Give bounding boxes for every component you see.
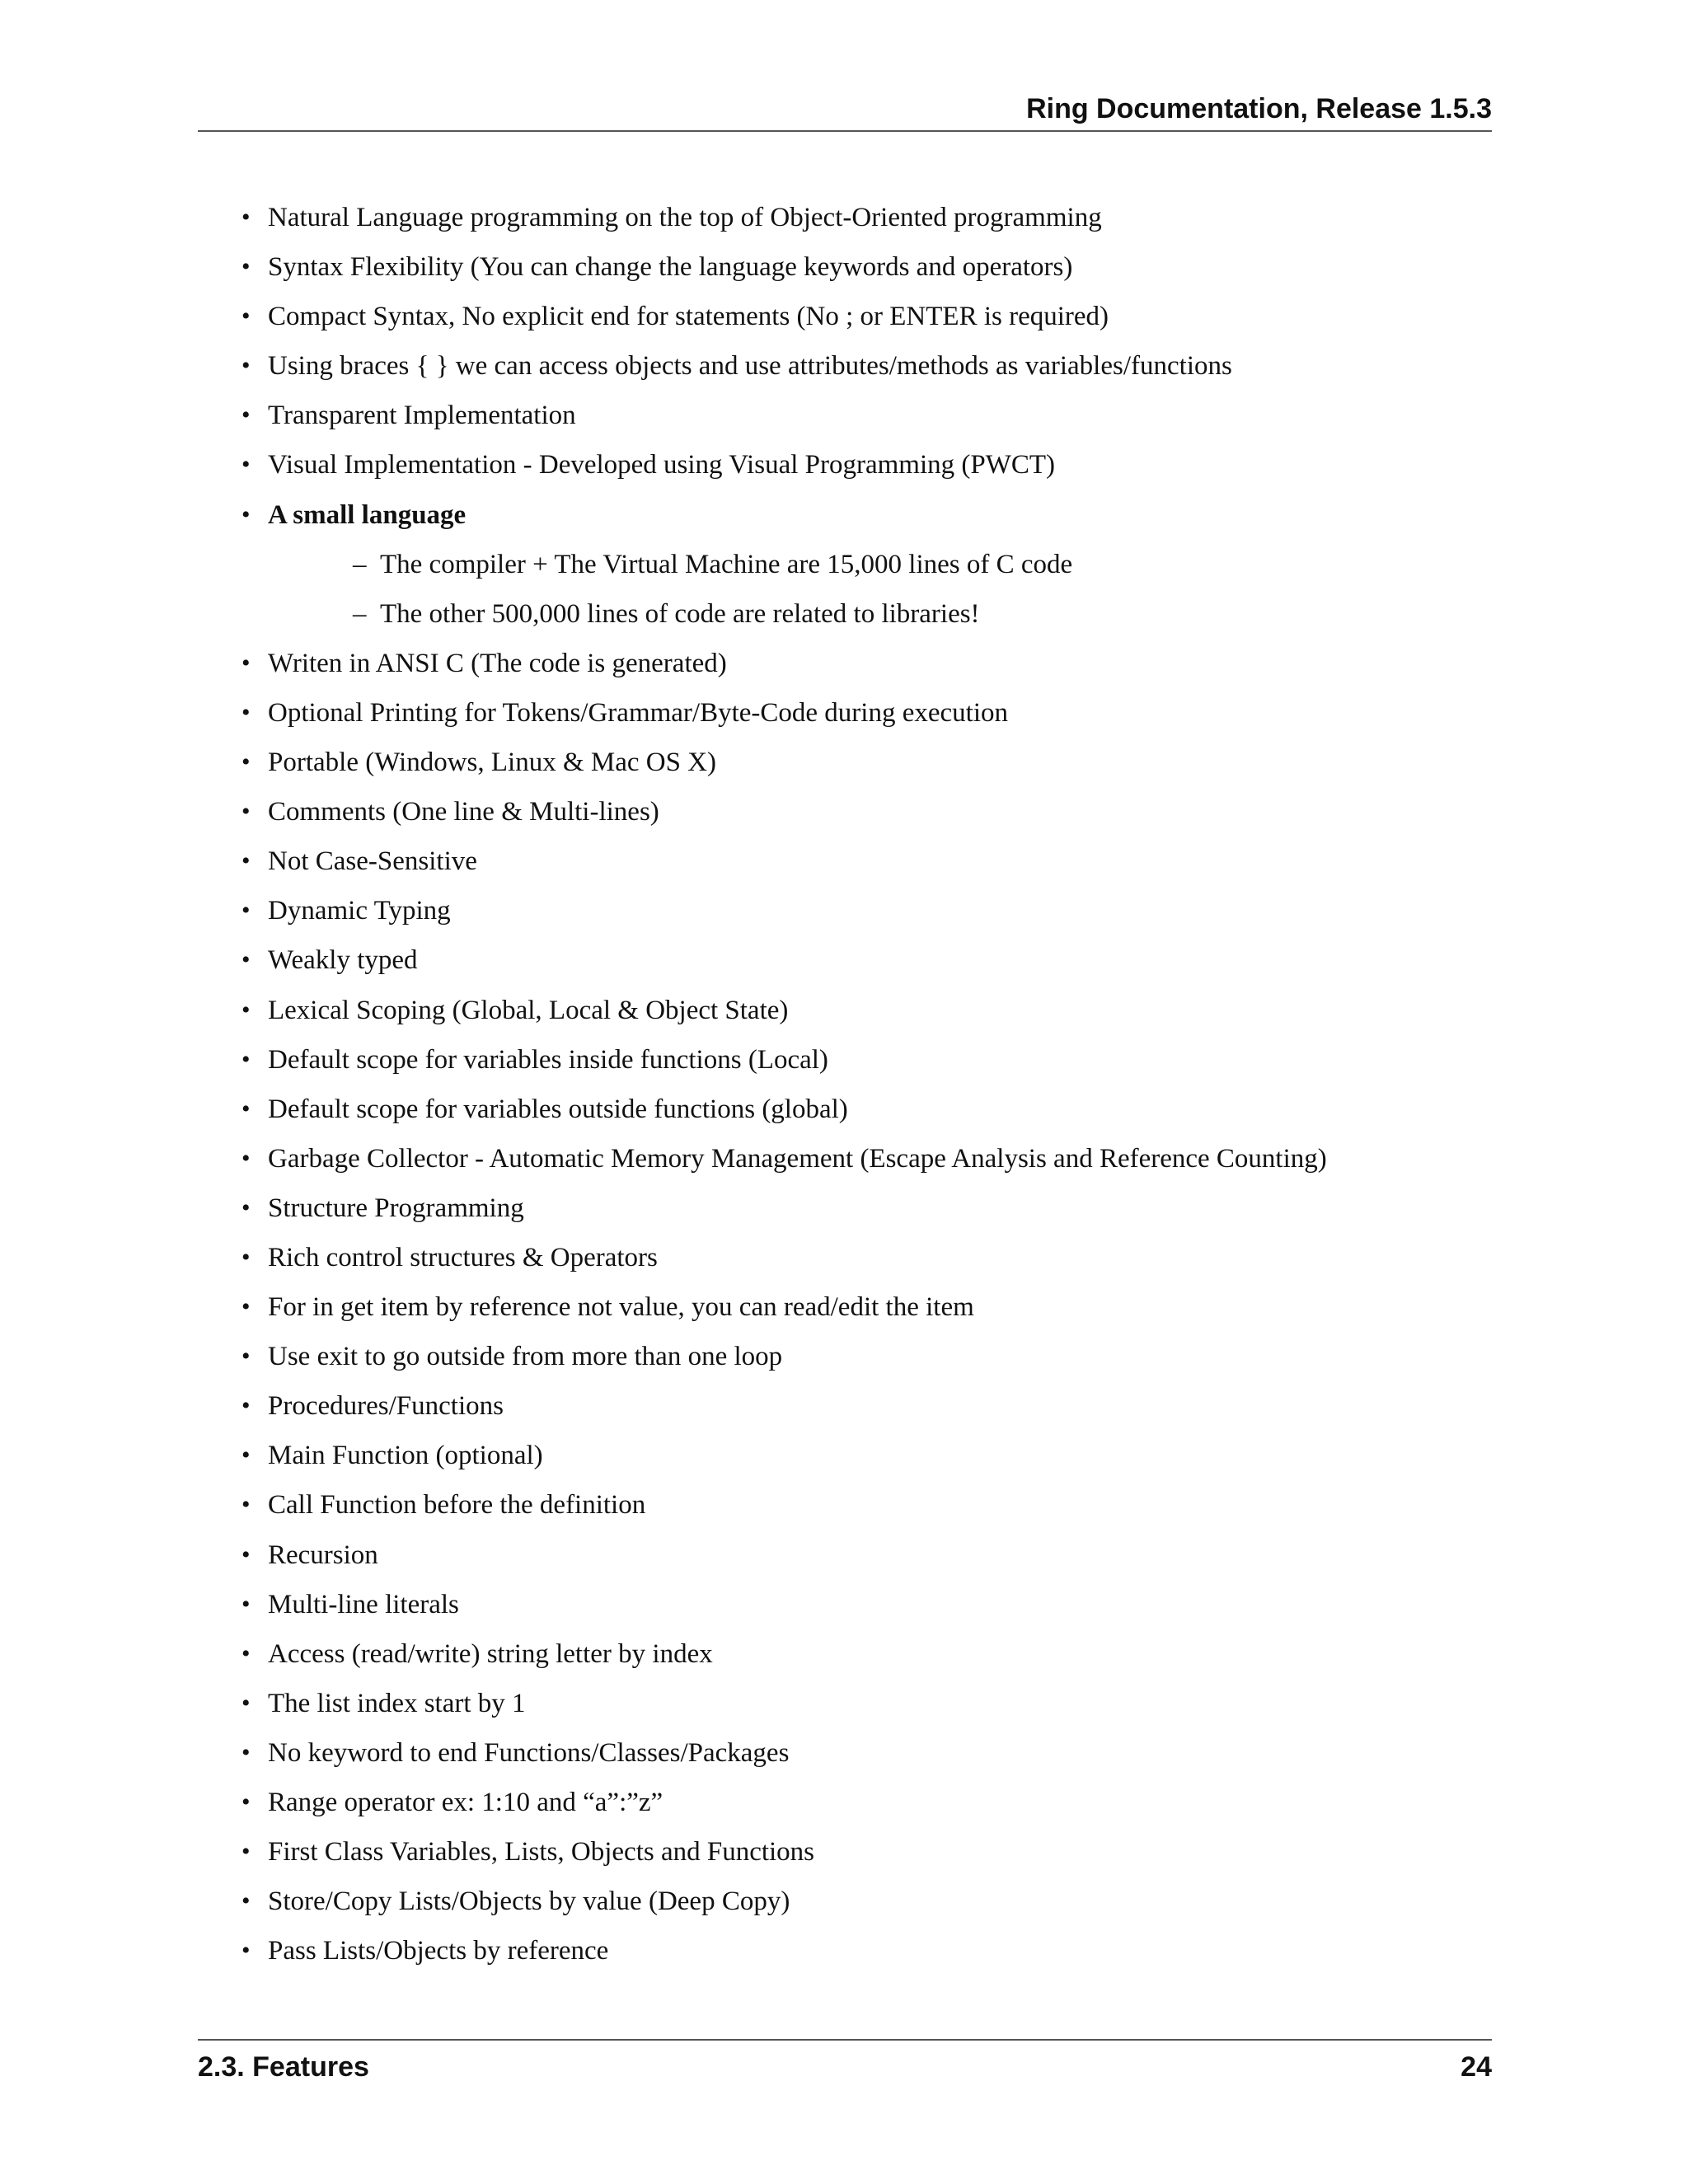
list-item xyxy=(0,1286,1688,1336)
list-item-text: Using braces { } we can access objects and use attributes/methods as variables/functions xyxy=(268,351,1232,382)
list-item-text: Pass Lists/Objects by reference xyxy=(268,1936,609,1966)
list-item xyxy=(0,1633,1688,1683)
bullet-icon: • xyxy=(241,451,251,479)
bullet-icon: • xyxy=(241,1937,251,1965)
document-title: Ring Documentation, Release 1.5.3 xyxy=(1026,93,1492,124)
list-item-text: Range operator ex: 1:10 and “a”:”z” xyxy=(268,1788,663,1817)
list-item-text: Call Function before the definition xyxy=(268,1490,646,1521)
section-title: 2.3. Features xyxy=(198,2051,369,2083)
bullet-icon: • xyxy=(241,1094,251,1122)
list-item-text: Lexical Scoping (Global, Local & Object State) xyxy=(268,995,789,1025)
bullet-icon: • xyxy=(241,1243,251,1271)
page-number: 24 xyxy=(1461,2051,1492,2083)
list-item xyxy=(0,1237,1688,1286)
bullet-icon: • xyxy=(241,1689,251,1717)
list-item xyxy=(0,1535,1688,1584)
list-item-text: First Class Variables, Lists, Objects and Functions xyxy=(268,1837,815,1868)
list-item xyxy=(0,1782,1688,1831)
bullet-icon: • xyxy=(241,1392,251,1420)
bullet-icon: • xyxy=(241,1491,251,1519)
list-item-text: Default scope for variables outside functions (global) xyxy=(268,1094,848,1124)
list-item-text: Not Case-Sensitive xyxy=(268,846,477,877)
bullet-icon: • xyxy=(241,204,251,231)
bullet-icon: • xyxy=(241,500,251,528)
list-item-text: Natural Language programming on the top of Object-Oriented programming xyxy=(268,203,1102,232)
list-item xyxy=(0,296,1688,345)
list-item-text: Compact Syntax, No explicit end for statements (No ; or ENTER is required) xyxy=(268,302,1109,332)
list-item xyxy=(0,1881,1688,1930)
list-item xyxy=(0,1138,1688,1188)
list-item-text: Main Function (optional) xyxy=(268,1441,543,1471)
bullet-icon: • xyxy=(241,1887,251,1915)
list-item xyxy=(0,692,1688,742)
list-item xyxy=(0,1584,1688,1633)
list-item-text: Optional Printing for Tokens/Grammar/Byte-Code during execution xyxy=(268,697,1008,728)
list-item-text: Store/Copy Lists/Objects by value (Deep Copy) xyxy=(268,1886,790,1917)
list-item-text: Dynamic Typing xyxy=(268,896,451,926)
page-header xyxy=(198,89,1492,132)
list-item xyxy=(0,1930,1688,1980)
bullet-icon: • xyxy=(241,698,251,726)
list-item-text: Writen in ANSI C (The code is generated) xyxy=(268,648,727,678)
list-item xyxy=(0,990,1688,1039)
list-item-text: Syntax Flexibility (You can change the language keywords and operators) xyxy=(268,252,1073,283)
list-item-text: Use exit to go outside from more than one loop xyxy=(268,1342,783,1372)
list-item xyxy=(0,791,1688,841)
list-item xyxy=(0,246,1688,296)
list-item-text: The compiler + The Virtual Machine are 15,000 lines of C code xyxy=(380,549,1073,579)
list-item-text: Portable (Windows, Linux & Mac OS X) xyxy=(268,748,717,778)
page-footer xyxy=(198,2039,1492,2090)
list-item xyxy=(0,345,1688,395)
list-item-text: Garbage Collector - Automatic Memory Management (Escape Analysis and Reference Counting) xyxy=(268,1143,1327,1174)
bullet-icon: • xyxy=(241,302,251,330)
bullet-icon: • xyxy=(241,748,251,776)
bullet-icon: • xyxy=(241,897,251,925)
sub-list-item xyxy=(0,544,1688,593)
list-item-text: Comments (One line & Multi-lines) xyxy=(268,797,659,827)
list-item-text: No keyword to end Functions/Classes/Packages xyxy=(268,1737,790,1768)
features-list xyxy=(0,197,1688,1980)
list-item-text: A small language xyxy=(268,499,467,530)
list-item xyxy=(0,1435,1688,1484)
list-item-text: Multi-line literals xyxy=(268,1589,459,1619)
list-item xyxy=(0,1732,1688,1782)
list-item xyxy=(0,841,1688,890)
list-item xyxy=(0,1336,1688,1385)
list-item xyxy=(0,1385,1688,1435)
bullet-icon: • xyxy=(241,1590,251,1618)
list-item xyxy=(0,1039,1688,1089)
bullet-icon: • xyxy=(241,1343,251,1371)
list-item-text: Visual Implementation - Developed using Visual Programming (PWCT) xyxy=(268,450,1056,480)
bullet-icon: • xyxy=(241,1838,251,1866)
bullet-icon: • xyxy=(241,1045,251,1073)
bullet-icon: • xyxy=(241,996,251,1024)
bullet-icon: • xyxy=(241,1144,251,1172)
list-item-text: Recursion xyxy=(268,1540,378,1570)
list-item-text: Rich control structures & Operators xyxy=(268,1242,658,1272)
bullet-icon: • xyxy=(241,847,251,875)
bullet-icon: • xyxy=(241,946,251,974)
list-item xyxy=(0,444,1688,494)
list-item-text: Access (read/write) string letter by index xyxy=(268,1638,713,1669)
bullet-icon: • xyxy=(241,1441,251,1469)
list-item xyxy=(0,1831,1688,1881)
list-item xyxy=(0,197,1688,246)
sub-list-item xyxy=(0,593,1688,643)
list-item xyxy=(0,890,1688,940)
bullet-icon: • xyxy=(241,649,251,677)
bullet-icon: • xyxy=(241,1540,251,1568)
list-item xyxy=(0,643,1688,692)
bullet-icon: • xyxy=(241,253,251,281)
list-item xyxy=(0,494,1688,544)
list-item xyxy=(0,1089,1688,1138)
list-item xyxy=(0,1188,1688,1237)
bullet-icon: • xyxy=(241,1639,251,1667)
list-item xyxy=(0,742,1688,791)
list-item-text: Transparent Implementation xyxy=(268,401,576,431)
dash-bullet-icon: – xyxy=(353,598,367,629)
list-item-text: The list index start by 1 xyxy=(268,1688,526,1718)
bullet-icon: • xyxy=(241,1193,251,1221)
bullet-icon: • xyxy=(241,798,251,826)
dash-bullet-icon: – xyxy=(353,549,367,579)
list-item-text: The other 500,000 lines of code are related to libraries! xyxy=(380,598,980,629)
bullet-icon: • xyxy=(241,352,251,380)
list-item xyxy=(0,395,1688,444)
bullet-icon: • xyxy=(241,1788,251,1816)
bullet-icon: • xyxy=(241,401,251,429)
bullet-icon: • xyxy=(241,1293,251,1321)
bullet-icon: • xyxy=(241,1738,251,1766)
list-item-text: Weakly typed xyxy=(268,945,418,976)
list-item xyxy=(0,1484,1688,1534)
list-item-text: Structure Programming xyxy=(268,1193,524,1223)
list-item xyxy=(0,1683,1688,1732)
list-item-text: For in get item by reference not value, you can read/edit the item xyxy=(268,1292,974,1323)
list-item-text: Default scope for variables inside functions (Local) xyxy=(268,1044,828,1075)
list-item xyxy=(0,940,1688,989)
list-item-text: Procedures/Functions xyxy=(268,1391,504,1422)
